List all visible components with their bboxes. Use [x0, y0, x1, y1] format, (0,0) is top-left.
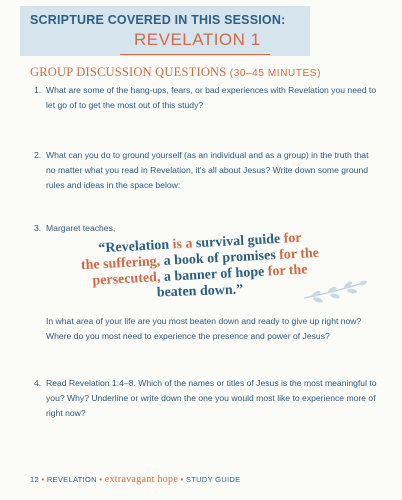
quote-fragment: for the — [278, 245, 320, 263]
question-text: In what area of your life are you most beaten down and ready to give up right now? Where do you most need to experience the presence and power of Jesus? — [46, 316, 362, 341]
quote-fragment: “Revelation — [98, 237, 170, 257]
question-text: What are some of the hang-ups, fears, or bad experiences with Revelation you need to let go of to get the most out of this study? — [46, 85, 377, 110]
footer-book: REVELATION — [46, 475, 97, 484]
question-3-followup — [34, 314, 380, 344]
page-number: 12 — [30, 475, 39, 484]
quote-fragment: a book of promises — [163, 248, 277, 269]
pull-quote — [70, 230, 330, 301]
header-underline — [120, 54, 270, 55]
quote-fragment: persecuted, — [92, 270, 161, 289]
question-1 — [34, 83, 380, 113]
header-scripture: REVELATION 1 — [134, 30, 261, 49]
question-number: 4. — [34, 378, 42, 388]
section-time: (30–45 MINUTES) — [229, 68, 322, 79]
quote-fragment: is a — [172, 236, 193, 253]
question-text: Margaret teaches, — [46, 223, 116, 233]
session-header — [20, 6, 310, 56]
leaf-sprig-icon — [300, 276, 370, 306]
footer-separator: • — [41, 475, 45, 484]
question-text: Read Revelation 1:4–8. Which of the names or titles of Jesus is the most meaningful to you? Why? Underline or write down the one you would most like to experience more of right now? — [46, 378, 377, 418]
quote-fragment: the suffering, — [80, 254, 161, 274]
question-number: 1. — [34, 85, 42, 95]
footer-separator: • — [99, 475, 103, 484]
footer-guide: STUDY GUIDE — [185, 475, 241, 484]
question-2 — [34, 148, 380, 193]
question-4 — [34, 376, 380, 421]
quote-fragment: beaten down.” — [156, 282, 244, 301]
quote-fragment: survival guide — [195, 231, 281, 252]
section-title-text: GROUP DISCUSSION QUESTIONS — [30, 65, 227, 79]
footer-separator: • — [180, 475, 184, 484]
page-footer — [30, 474, 240, 485]
question-text: What can you do to ground yourself (as an individual and as a group) in the truth that no matter what you read in Revelation, it's all about Jesus? Write down some ground rules and ideas in the space below: — [46, 150, 369, 190]
header-title: SCRIPTURE COVERED IN THIS SESSION: — [30, 13, 286, 27]
section-title — [30, 65, 321, 80]
quote-fragment: for — [283, 230, 302, 247]
quote-fragment: for the — [267, 262, 308, 280]
quote-fragment: a banner of hope — [163, 264, 265, 285]
footer-title: extravagant hope — [104, 474, 179, 485]
question-number: 2. — [34, 150, 42, 160]
question-number: 3. — [34, 223, 42, 233]
